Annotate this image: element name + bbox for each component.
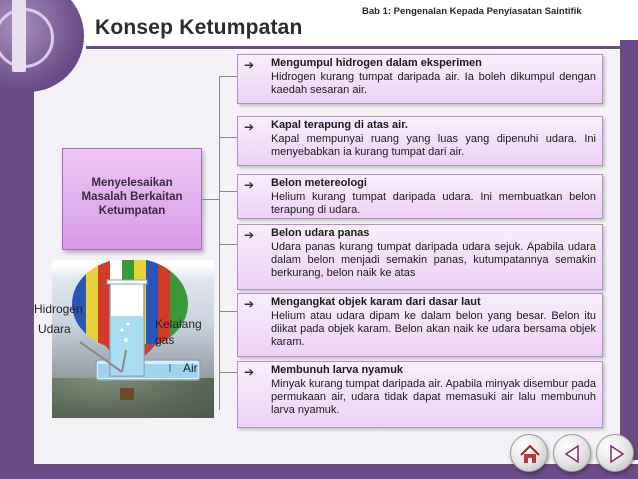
item-card-hot-air-balloon — [237, 224, 603, 290]
item-card-ship — [237, 116, 603, 166]
item-body: Hidrogen kurang tumpat daripada air. Ia boleh dikumpul dengan kaedah sesaran air. — [271, 71, 596, 97]
home-button[interactable] — [510, 434, 548, 472]
item-heading: Kapal terapung di atas air. — [271, 119, 408, 131]
item-card-salvage — [237, 293, 603, 357]
logo-ring — [0, 8, 54, 68]
connector-branch — [219, 76, 237, 77]
item-heading: Mengumpul hidrogen dalam eksperimen — [271, 57, 482, 69]
label-udara: Udara — [38, 322, 71, 336]
connector-from-center — [202, 199, 219, 200]
item-body: Minyak kurang tumpat daripada air. Apabila minyak disembur pada permukaan air, udara tidak dapat memasuki air lalu membunuh larva nyamuk. — [271, 378, 596, 417]
item-heading: Belon udara panas — [271, 227, 370, 239]
connector-trunk — [219, 76, 220, 410]
logo-bar — [12, 0, 26, 72]
header-divider — [86, 46, 638, 49]
arrow-bullet-icon: ➔ — [244, 228, 255, 242]
arrow-bullet-icon: ➔ — [244, 58, 255, 72]
connector-branch — [219, 191, 237, 192]
central-topic-label: Menyelesaikan Masalah Berkaitan Ketumpatan — [81, 177, 183, 217]
label-kelalang: Kelalang — [155, 317, 202, 331]
item-card-weather-balloon — [237, 174, 603, 219]
arrow-bullet-icon: ➔ — [244, 365, 255, 379]
home-icon — [511, 435, 549, 473]
chapter-label: Bab 1: Pengenalan Kepada Penyiasatan Saintifik — [362, 6, 582, 17]
item-heading: Belon metereologi — [271, 177, 367, 189]
previous-button[interactable] — [553, 434, 591, 472]
connector-branch — [219, 137, 237, 138]
item-body: Helium atau udara dipam ke dalam belon yang besar. Belon itu diikat pada objek karam. Belon akan naik ke udara bersama objek karam. — [271, 310, 596, 349]
item-heading: Mengangkat objek karam dari dasar laut — [271, 296, 481, 308]
page-title: Konsep Ketumpatan — [95, 16, 303, 39]
item-card-mosquito — [237, 361, 603, 428]
right-frame — [620, 40, 638, 460]
label-air: Air — [183, 361, 198, 375]
connector-branch — [219, 311, 237, 312]
next-icon — [597, 435, 635, 473]
item-card-hydrogen — [237, 54, 603, 104]
item-body: Udara panas kurang tumpat daripada udara sejuk. Apabila udara dalam belon menjadi semakin panas, kutumpatannya semakin berkurang, belon naik ke atas — [271, 241, 596, 280]
connector-branch — [219, 244, 237, 245]
arrow-bullet-icon: ➔ — [244, 120, 255, 134]
label-gas: gas — [155, 333, 175, 347]
next-button[interactable] — [596, 434, 634, 472]
arrow-bullet-icon: ➔ — [244, 178, 255, 192]
item-body: Helium kurang tumpat daripada udara. Ini membuatkan belon terapung di udara. — [271, 191, 596, 217]
prev-icon — [554, 435, 592, 473]
connector-branch — [219, 372, 237, 373]
arrow-bullet-icon: ➔ — [244, 297, 255, 311]
balloon-illustration — [52, 260, 214, 418]
item-body: Kapal mempunyai ruang yang luas yang dipenuhi udara. Ini menyebabkan ia kurang tumpat dari air. — [271, 133, 596, 159]
label-hidrogen: Hidrogen — [34, 302, 83, 316]
item-heading: Membunuh larva nyamuk — [271, 364, 404, 376]
